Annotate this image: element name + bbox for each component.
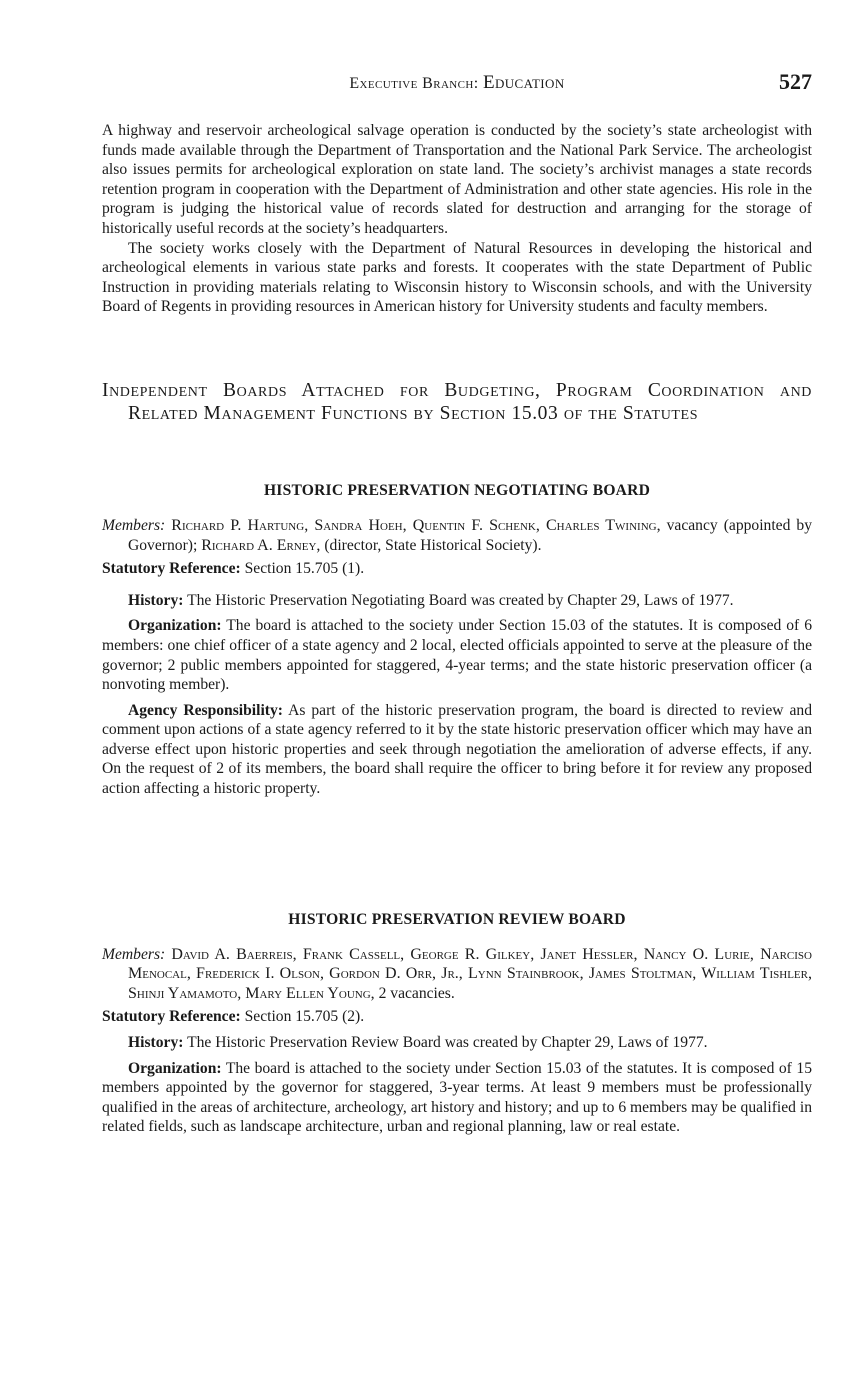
page-number: 527 (779, 69, 812, 94)
document-page (102, 70, 812, 1137)
members-vacancy: vacancy (appointed by Governor); (128, 516, 813, 554)
organization-text: The board is attached to the society under Section 15.03 of the statutes. It is composed of 15 members appointed by the governor for staggered, 3-year terms. At least 9 members must be professionally qualified in the areas of architecture, archeology, art history and history; and up to 6 members may be qualified in related fields, such as landscape architecture, urban and regional planning, law or real estate. (102, 1059, 812, 1136)
review-board-organization (102, 1059, 812, 1137)
review-board-statutory-reference (102, 1007, 812, 1027)
review-board-history (102, 1033, 812, 1053)
organization-label: Organization: (128, 1059, 222, 1077)
history-label: History: (128, 591, 184, 609)
members-director-role: (director, State Historical Society). (324, 536, 542, 554)
running-head-section (102, 72, 812, 94)
organization-label: Organization: (128, 617, 222, 635)
intro-paragraph-1: A highway and reservoir archeological salvage operation is conducted by the society’s state archeologist with funds made available through the Department of Transportation and the National Park Service. The archeologist also issues permits for archeological exploration on state land. The society’s archivist manages a state records retention program in cooperation with the Department of Administration and other state agencies. His role in the program is judging the historical value of records slated for destruction and arranging for the storage of historically useful records at the society’s headquarters. (102, 122, 812, 237)
statutory-text: Section 15.705 (1). (244, 560, 365, 578)
members-vacancies: 2 vacancies. (378, 984, 455, 1002)
responsibility-text: As part of the historic preservation program, the board is directed to review and comment upon actions of a state agency referred to it by the state historic preservation officer which may have an adverse effect upon historic properties and seek through negotiation the amelioration of adverse effects, if any. On the request of 2 of its members, the board shall require the officer to bring before it for review any proposed action affecting a historic property. (102, 701, 812, 798)
statutory-label: Statutory Reference: (102, 1008, 241, 1026)
history-text: The Historic Preservation Negotiating Board was created by Chapter 29, Laws of 1977. (187, 591, 734, 609)
members-label: Members: (102, 516, 166, 534)
section-main: Education (482, 72, 565, 93)
negotiating-board-title: HISTORIC PRESERVATION NEGOTIATING BOARD (263, 481, 651, 499)
section-prefix: Executive Branch: (349, 75, 479, 92)
responsibility-label: Agency Responsibility: (128, 701, 283, 719)
statutory-text: Section 15.705 (2). (244, 1008, 365, 1026)
history-text: The Historic Preservation Review Board was created by Chapter 29, Laws of 1977. (187, 1034, 708, 1052)
intro-paragraph-2: The society works closely with the Department of Natural Resources in developing the historical and archeological elements in various state parks and forests. It cooperates with the state Department of Public Instruction in providing materials relating to Wisconsin history to Wisconsin schools, and with the University Board of Regents in providing resources in American history for University students and faculty members. (102, 239, 812, 316)
statutory-label: Statutory Reference: (102, 560, 241, 578)
organization-text: The board is attached to the society under Section 15.03 of the statutes. It is composed of 6 members: one chief officer of a state agency and 2 local, elected officials appointed to serve at the pleasure of the governor; 2 public members appointed for staggered, 4-year terms; and the state historic preservation officer (a nonvoting member). (102, 617, 813, 694)
section-heading: Independent Boards Attached for Budgeting, Program Coordination and Related Management Functions by Section 15.03 of the Statutes (102, 379, 812, 424)
negotiating-board-statutory-reference (102, 559, 812, 579)
review-board-title: HISTORIC PRESERVATION REVIEW BOARD (288, 910, 626, 928)
members-director-name: Richard A. Erney, (201, 536, 321, 554)
negotiating-board-members (102, 516, 812, 555)
members-names: Richard P. Hartung, Sandra Hoeh, Quentin F. Schenk, Charles Twining, (171, 516, 661, 534)
history-label: History: (128, 1034, 184, 1052)
running-head (102, 70, 812, 98)
members-names: David A. Baerreis, Frank Cassell, George R. Gilkey, Janet Hessler, Nancy O. Lurie, Narciso Menocal, Frederick I. Olson, Gordon D. Orr, Jr., Lynn Stainbrook, James Stoltman, William Tishler, Shinji Yamamoto, Mary Ellen Young, (128, 945, 812, 1002)
members-label: Members: (102, 945, 166, 963)
negotiating-board-history (102, 591, 812, 611)
negotiating-board-organization (102, 616, 812, 694)
review-board-members (102, 945, 812, 1004)
negotiating-board-responsibility (102, 701, 812, 799)
